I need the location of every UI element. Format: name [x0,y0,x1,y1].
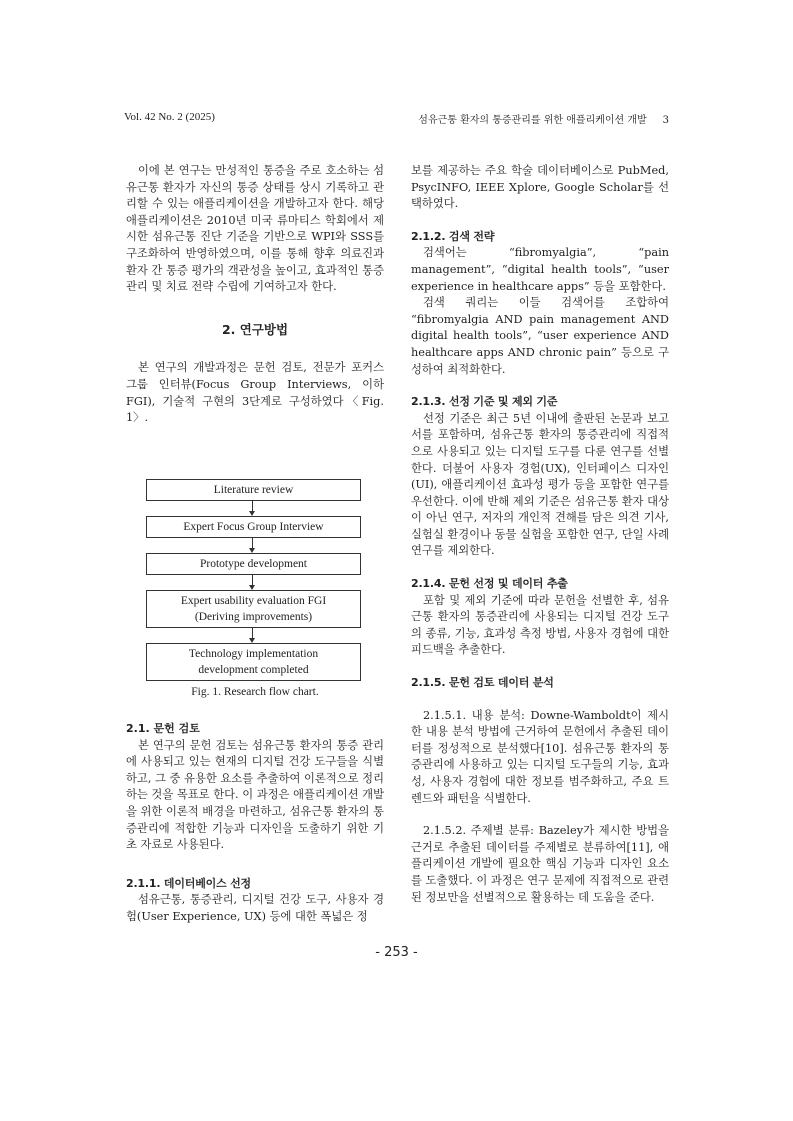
database-paragraph: 보를 제공하는 주요 학술 데이터베이스로 PubMed, PsycINFO, IEEE Xplore, Google Scholar를 선택하였다. [411,164,669,211]
flow-step-implementation: Technology implementation development completed [146,643,361,681]
section-2-1-4-title: 2.1.4. 문헌 선정 및 데이터 추출 [411,577,568,591]
flow-step-literature-review: Literature review [146,479,361,501]
flow-step-usability-fgi: Expert usability evaluation FGI (Deriving improvements) [146,590,361,628]
journal-volume: Vol. 42 No. 2 (2025) [124,111,215,123]
section-2-title: 2. 연구방법 [221,321,289,337]
flow-step-prototype: Prototype development [146,553,361,575]
figure-caption: Fig. 1. Research flow chart. [191,686,319,698]
intro-paragraph: 이에 본 연구는 만성적인 통증을 주로 호소하는 섬유근통 환자가 자신의 통증 상태를 상시 기록하고 관리할 수 있는 애플리케이션을 개발하고자 한다. 해당 애플리케이션은 2010년 미국 류마티스 학회에서 제시한 섬유근통 진단 기준을 기반으로 WPI와 SSS를 구조화하여 반영하였으며, 이를 통해 향후 의료진과 환자 간 통증 평가의 객관성을 높이고, 효과적인 통증 관리 및 치료 전략 수립에 기여하고자 한다. [126,164,384,294]
section-2-1-1-title: 2.1.1. 데이터베이스 선정 [126,876,251,890]
section-2-1-paragraph: 본 연구의 문헌 검토는 섬유근통 환자의 통증 관리에 사용되고 있는 현재의 디지털 건강 도구들을 식별하고, 그 중 유용한 요소를 추출하여 이론적으로 정리하는 것을 목표로 한다. 이 과정은 애플리케이션 개발을 위한 이론적 배경을 마련하고, 섬유근통 환자의 통증관리에 적합한 기능과 디자인을 도출하기 위한 기초 자료로 사용된다. [126,738,384,852]
section-2-1-3-paragraph: 선정 기준은 최근 5년 이내에 출판된 논문과 보고서를 포함하며, 섬유근통 환자의 통증관리에 직접적으로 사용되고 있는 디지털 도구를 다룬 연구를 선별한다. 더불어 사용자 경험(UX), 인터페이스 디자인(UI), 애플리케이션 효과성 평가 등을 포함한 연구를 우선한다. 이에 반해 제외 기준은 섬유근통 환자 대상이 아닌 연구, 저자의 개인적 견해를 담은 의견 기사, 실험실 환경이나 동물 실험을 포함한 연구, 단일 사례 연구를 제외한다. [411,411,669,558]
flow-arrow [146,501,361,516]
section-2-1-title: 2.1. 문헌 검토 [126,722,200,735]
section-2-1-5-1-paragraph: 2.1.5.1. 내용 분석: Downe-Wamboldt이 제시한 내용 분석 방법에 근거하여 문헌에서 추출된 데이터를 정성적으로 분석했다[10]. 섬유근통 환자의 통증관리에 사용하고 있는 디지털 도구들의 기능, 효과성, 사용자 경험에 대한 정보를 범주화하고, 주요 트렌드와 패턴을 식별한다. [411,708,669,805]
flow-arrow [146,575,361,590]
section-2-1-2-title: 2.1.2. 검색 전략 [411,229,495,243]
right-column [411,163,669,906]
section-2-1-5-title: 2.1.5. 문헌 검토 데이터 분석 [411,676,554,690]
flow-step-expert-fgi: Expert Focus Group Interview [146,516,361,538]
page-number: - 253 - [375,945,418,960]
section-2-paragraph: 본 연구의 개발과정은 문헌 검토, 전문가 포커스 그룹 인터뷰(Focus Group Interviews, 이하 FGI), 기술적 구현의 3단계로 구성하였다〈Fig. 1〉. [126,361,384,425]
section-2-1-2-paragraph-2: 검색 쿼리는 이들 검색어를 조합하여 “fibromyalgia AND pain management AND digital health tools”, “user experience AND healthcare apps AND chronic pain” 등으로 구성하여 최적화한다. [411,296,669,376]
left-column [126,163,384,427]
flow-arrow [146,538,361,553]
running-title: 섬유근통 환자의 통증관리를 위한 애플리케이션 개발 [418,115,647,126]
header-page-number: 3 [662,115,669,126]
section-2-1-5-2-paragraph: 2.1.5.2. 주제별 분류: Bazeley가 제시한 방법을 근거로 추출된 데이터를 주제별로 분류하여[11], 애플리케이션 개발에 필요한 핵심 기능과 디자인 요소를 도출했다. 이 과정은 연구 문제에 직접적으로 관련된 정보만을 선별적으로 활용하는 데 도움을 준다. [411,824,669,904]
section-2-1-1-paragraph: 섬유근통, 통증관리, 디지털 건강 도구, 사용자 경험(User Experience, UX) 등에 대한 폭넓은 정 [126,893,384,923]
left-column-lower [126,721,384,926]
section-2-1-3-title: 2.1.3. 선정 기준 및 제외 기준 [411,395,558,409]
running-header [418,111,669,126]
section-2-1-2-paragraph-1: 검색어는 “fibromyalgia”, “pain management”, “digital health tools”, “user experience in healthcare apps” 등을 포함한다. [411,246,669,293]
section-2-1-4-paragraph: 포함 및 제외 기준에 따라 문헌을 선별한 후, 섬유근통 환자의 통증관리에 사용되는 디지털 건강 도구의 종류, 기능, 효과성 측정 방법, 사용자 경험에 대한 피드백을 추출한다. [411,593,669,657]
flow-arrow [146,628,361,643]
research-flow-chart [146,479,361,681]
